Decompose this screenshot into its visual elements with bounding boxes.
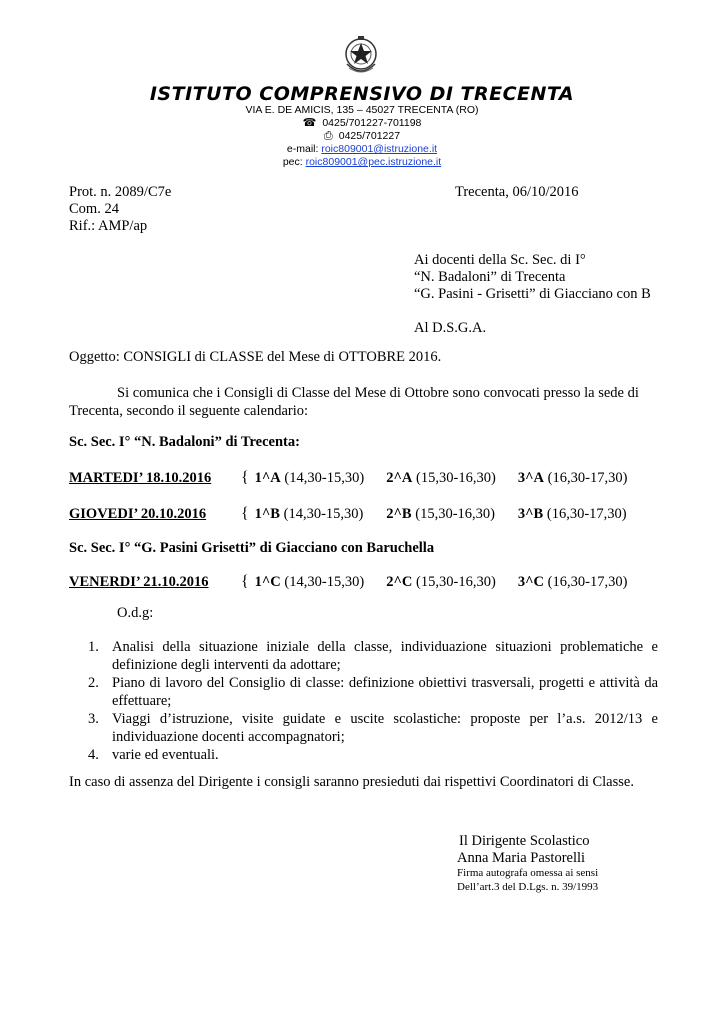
fax-number: 0425/701227 xyxy=(338,130,401,142)
class-label: 1^B xyxy=(254,506,280,522)
schedule-slot xyxy=(518,470,638,487)
list-number: 2. xyxy=(88,675,99,691)
schedule-slot xyxy=(255,470,383,487)
schedule-slot xyxy=(518,506,638,523)
list-item xyxy=(88,710,658,746)
subject: Oggetto: CONSIGLI di CLASSE del Mese di OTTOBRE 2016. xyxy=(69,349,442,365)
list-number: 4. xyxy=(88,747,99,763)
schedule-slot xyxy=(386,574,514,591)
schedule-day: VENERDI’ 21.10.2016 xyxy=(69,574,209,590)
signature-name: Anna Maria Pastorelli xyxy=(457,850,586,866)
absence-note: In caso di assenza del Dirigente i consigli saranno presieduti dai rispettivi Coordinatori di Classe. xyxy=(69,774,634,790)
fax-line xyxy=(0,130,724,143)
signature-role: Il Dirigente Scolastico xyxy=(459,833,590,849)
institute-name: ISTITUTO COMPRENSIVO DI TRECENTA xyxy=(149,83,575,105)
time-range: (15,30-16,30) xyxy=(412,470,496,486)
signature-note-2: Dell’art.3 del D.Lgs. n. 39/1993 xyxy=(457,881,599,893)
agenda-list xyxy=(88,638,658,764)
time-range: (14,30-15,30) xyxy=(279,506,364,522)
republic-emblem-icon xyxy=(341,34,381,78)
schedule-day: GIOVEDI’ 20.10.2016 xyxy=(69,506,207,522)
class-label: 3^A xyxy=(517,470,545,486)
list-item xyxy=(88,746,658,764)
class-label: 2^B xyxy=(386,506,412,522)
school-1-heading: Sc. Sec. I° “N. Badaloni” di Trecenta: xyxy=(69,434,300,450)
schedule-slot xyxy=(255,506,383,523)
pec-label: pec: xyxy=(282,156,306,168)
email-label: e-mail: xyxy=(286,143,322,155)
phone-icon: ☎ xyxy=(302,117,317,129)
protocol-number: Prot. n. 2089/C7e xyxy=(69,184,172,200)
recipient-line-3: “G. Pasini - Grisetti” di Giacciano con B xyxy=(414,286,651,302)
phone-number: 0425/701227-701198 xyxy=(322,117,422,129)
time-range: (16,30-17,30) xyxy=(544,470,628,486)
time-range: (15,30-16,30) xyxy=(412,574,496,590)
class-label: 2^A xyxy=(386,470,413,486)
list-text: Analisi della situazione iniziale della classe, individuazione situazioni problematiche e definizione degli interventi da adottare; xyxy=(112,639,658,673)
brace: { xyxy=(241,573,249,590)
list-item xyxy=(88,674,658,710)
schedule-day: MARTEDI’ 18.10.2016 xyxy=(69,470,212,486)
email-link[interactable]: roic809001@istruzione.it xyxy=(321,143,438,155)
pec-link[interactable]: roic809001@pec.istruzione.it xyxy=(305,156,442,168)
list-text: Piano di lavoro del Consiglio di classe: definizione obiettivi trasversali, progetti e attività da effettuare; xyxy=(112,675,658,709)
schedule-slot xyxy=(386,506,514,523)
brace: { xyxy=(241,505,249,522)
intro-line-2: Trecenta, secondo il seguente calendario: xyxy=(69,403,309,419)
list-number: 1. xyxy=(88,639,99,655)
intro-line-1: Si comunica che i Consigli di Classe del Mese di Ottobre sono convocati presso la sede di xyxy=(117,385,639,401)
recipient-line-2: “N. Badaloni” di Trecenta xyxy=(414,269,566,285)
schedule-slot xyxy=(518,574,638,591)
fax-icon: ⎙ xyxy=(323,130,333,142)
time-range: (14,30-15,30) xyxy=(280,470,365,486)
reference: Rif.: AMP/ap xyxy=(69,218,148,234)
class-label: 2^C xyxy=(386,574,413,590)
brace: { xyxy=(241,469,249,486)
phone-line xyxy=(0,117,724,130)
class-label: 3^C xyxy=(517,574,545,590)
recipient-dsga: Al D.S.G.A. xyxy=(414,320,487,336)
school-2-heading: Sc. Sec. I° “G. Pasini Grisetti” di Giacciano con Baruchella xyxy=(69,540,435,556)
recipient-line-1: Ai docenti della Sc. Sec. di I° xyxy=(414,252,586,268)
schedule-row xyxy=(69,469,638,487)
time-range: (14,30-15,30) xyxy=(280,574,365,590)
class-label: 1^C xyxy=(254,574,281,590)
list-number: 3. xyxy=(88,711,99,727)
place-date: Trecenta, 06/10/2016 xyxy=(455,184,579,200)
time-range: (16,30-17,30) xyxy=(543,506,627,522)
time-range: (15,30-16,30) xyxy=(411,506,495,522)
signature-note-1: Firma autografa omessa ai sensi xyxy=(457,867,599,879)
time-range: (16,30-17,30) xyxy=(544,574,628,590)
list-text: Viaggi d’istruzione, visite guidate e uscite scolastiche: proposte per l’a.s. 2012/13 e individuazione docenti accompagnatori; xyxy=(112,711,658,745)
schedule-slot xyxy=(386,470,514,487)
schedule-row xyxy=(69,505,638,523)
address: VIA E. DE AMICIS, 135 – 45027 TRECENTA (RO) xyxy=(245,104,479,116)
class-label: 3^B xyxy=(517,506,544,522)
email-line xyxy=(0,143,724,156)
class-label: 1^A xyxy=(254,470,281,486)
agenda-label: O.d.g: xyxy=(117,605,154,621)
com-number: Com. 24 xyxy=(69,201,119,217)
schedule-slot xyxy=(255,574,383,591)
pec-line xyxy=(0,156,724,169)
list-item xyxy=(88,638,658,674)
list-text: varie ed eventuali. xyxy=(112,747,219,763)
schedule-row xyxy=(69,573,638,591)
